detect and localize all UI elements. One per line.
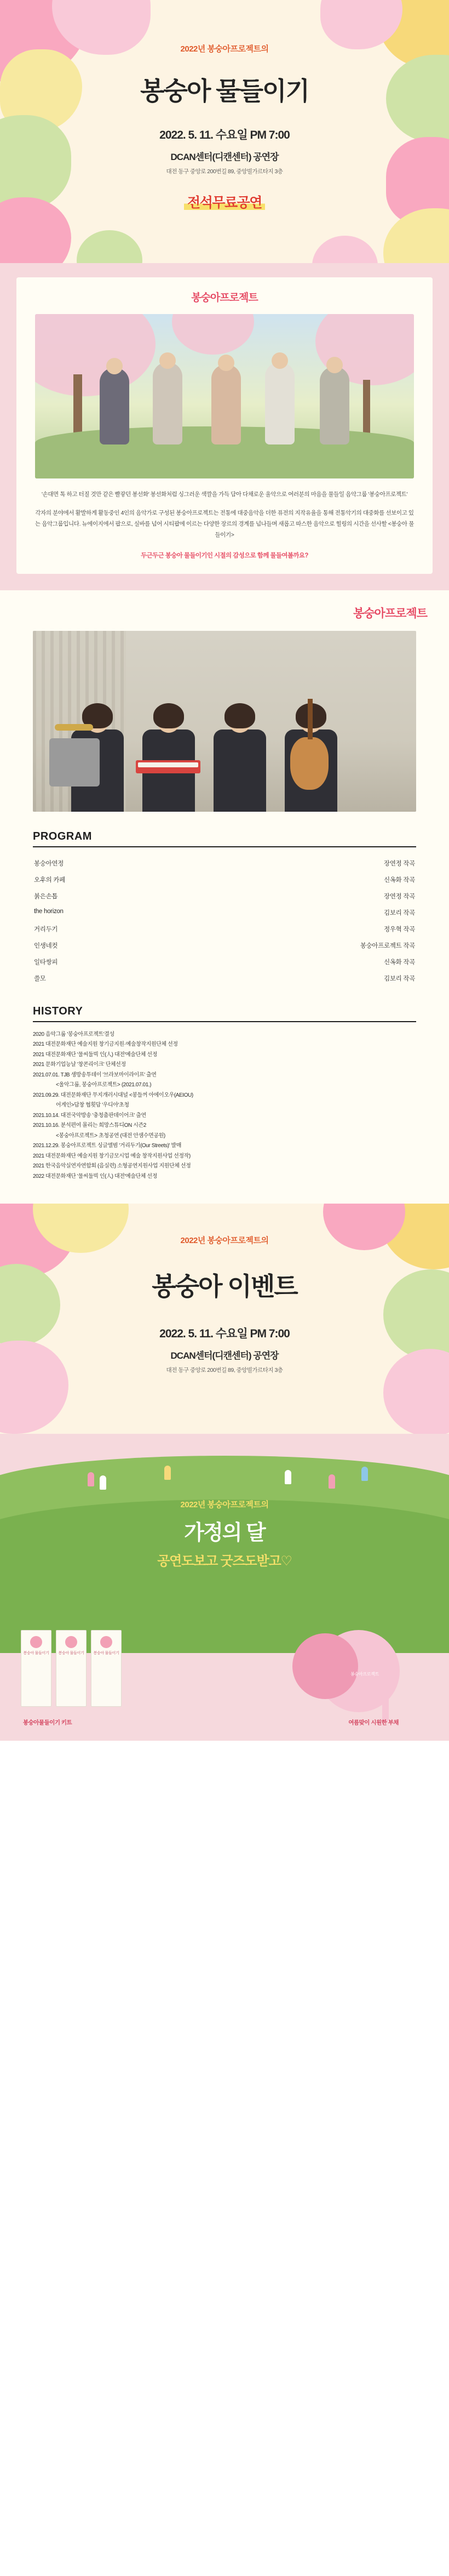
- guitar-icon: [290, 737, 329, 790]
- program-title: 일타쌍피: [34, 959, 58, 966]
- kit-label: 봉숭아 물들이기: [23, 1651, 49, 1656]
- free-admission-badge: 전석무료공연: [184, 192, 265, 212]
- table-row: [33, 855, 416, 871]
- event-content: [0, 1204, 449, 1374]
- intro-quote: 두근두근 봉숭아 물들이기인 시절의 감성으로 함께 물들여볼까요?: [141, 552, 308, 559]
- blossom-tree-icon: [172, 314, 254, 355]
- person-figure: [100, 368, 129, 444]
- program-title: the horizon: [34, 908, 64, 915]
- gift-section: [0, 1434, 449, 1741]
- flower-icon: [100, 1636, 112, 1648]
- intro-section: [0, 263, 449, 590]
- person-figure: [265, 362, 295, 444]
- page-title: 봉숭아 물들이기: [140, 76, 309, 105]
- person-head-icon: [218, 355, 234, 371]
- history-block: [33, 1005, 416, 1182]
- event-date: 2022. 5. 11. 수요일 PM 7:00: [159, 1327, 290, 1341]
- gift-kit-image: [16, 1630, 131, 1712]
- program-title: 거리두기: [34, 926, 58, 933]
- hair-icon: [225, 703, 255, 728]
- gift-fan-image: [285, 1625, 411, 1718]
- list-item: 2021.10.14. 대전국악방송 '충청춤판데이어크' 출연: [33, 1112, 146, 1119]
- program-credit: 장연정 작곡: [384, 860, 415, 867]
- hero-kicker: 2022년 봉숭아프로젝트의: [180, 44, 269, 54]
- person-figure: [153, 362, 182, 444]
- section-title: 봉숭아프로젝트: [353, 607, 427, 620]
- hero-venue: DCAN센터(디캔센터) 공연장: [170, 151, 279, 162]
- list-item: 2021 대전문화재단 예술지원 창기금모시업 예술 창작지원사업 선정작): [33, 1153, 191, 1159]
- list-item: 2021.09.29. 대전문화재단 무지개러시대널 <봉들꺼 아에이오우(AEIOU): [33, 1092, 193, 1098]
- program-credit: 정우혁 작곡: [384, 926, 415, 933]
- gift-caption-right: 여름맞이 시원한 부채: [348, 1719, 399, 1726]
- list-item: 2021.07.01. TJB 생방송투데이 '브라보마이라이프' 출연: [33, 1072, 157, 1078]
- keyboard-icon: [136, 760, 200, 773]
- intro-body: [35, 489, 414, 541]
- table-row: [33, 954, 416, 970]
- person-head-icon: [272, 352, 288, 369]
- hero-section: [0, 0, 449, 263]
- gift-title: 가정의 달: [184, 1521, 265, 1545]
- gift-kicker: 2022년 봉숭아프로젝트의: [180, 1500, 269, 1510]
- intro-card: [16, 277, 433, 574]
- person-body-icon: [214, 730, 266, 812]
- person-figure: [320, 367, 349, 444]
- person-head-icon: [228, 706, 252, 733]
- list-item: 2021 한국음악실연자연합회 (음실련) 소형공연지원사업 지원단체 선정: [33, 1163, 191, 1170]
- event-title: 봉숭아 이벤트: [152, 1272, 297, 1301]
- gift-subtitle: 공연도보고 굿즈도받고♡: [157, 1554, 292, 1569]
- table-row: [33, 871, 416, 888]
- intro-title: 봉숭아프로젝트: [191, 292, 258, 304]
- band-member: [214, 706, 266, 812]
- band-member: [142, 706, 195, 812]
- program-credit: 김보리 작곡: [384, 909, 415, 916]
- event-section: [0, 1204, 449, 1434]
- flower-icon: [65, 1636, 77, 1648]
- event-address: 대전 동구 중앙로 200번길 89, 중앙빌가르타지 3층: [166, 1367, 283, 1374]
- kit-package: [21, 1630, 51, 1707]
- decorative-blob-icon: [383, 208, 449, 263]
- table-row: [33, 921, 416, 937]
- kit-label: 봉숭아 물들이기: [93, 1651, 119, 1656]
- person-head-icon: [106, 358, 123, 374]
- list-item: <울악그룹, 봉숭아프로젝트> (2021.07.01.): [56, 1082, 152, 1088]
- list-item: 2021 대전문화재단 예술지원 창기금지원·예술창작지원단체 선정: [33, 1041, 178, 1048]
- program-credit: 봉숭아프로젝트 작곡: [360, 942, 415, 949]
- program-section: [0, 590, 449, 1204]
- blossom-tree-icon: [35, 314, 156, 396]
- band-studio-photo: [33, 631, 416, 812]
- list-item: 2021.10.16. 분석편여 몰리는 희망스튜디ON 시즌2: [33, 1122, 146, 1129]
- table-row: [33, 904, 416, 921]
- hero-address: 대전 동구 중앙로 200번길 89, 중앙빌가르타지 3층: [166, 168, 283, 175]
- flower-icon: [30, 1636, 42, 1648]
- list-item: <봉숭아프로젝트> 초청공연 (대전 안샘수면공원): [56, 1132, 165, 1139]
- program-block: [33, 830, 416, 987]
- program-credit: 신옥화 작곡: [384, 876, 415, 884]
- program-heading: PROGRAM: [33, 830, 416, 847]
- program-credit: 장연정 작곡: [384, 893, 415, 900]
- program-title: 쓸모: [34, 975, 46, 982]
- person-head-icon: [157, 706, 181, 733]
- person-head-icon: [159, 352, 176, 369]
- gift-caption-left: 봉숭아물들이기 키트: [23, 1719, 72, 1726]
- program-credit: 신옥화 작곡: [384, 959, 415, 966]
- intro-paragraph: 각자의 분야에서 활발하게 활동중인 4인의 음악가로 구성된 봉숭아프로젝트는 전통에 대중음악을 더한 퓨전의 지작유율을 통해 전통악기의 대중화를 선보이고 있는 음악그룹입니다. 뉴에이지에서 팝으로, 실바를 넘어 시티팝에 이르는 다양한 장르의 경계를 넘나들며 새롭고 따스한 음악으로 힐링의 시간을 선사할 <봉숭아 물들이기>: [35, 509, 414, 538]
- drum-icon: [49, 738, 100, 787]
- hero-date: 2022. 5. 11. 수요일 PM 7:00: [159, 128, 290, 141]
- decorative-blob-icon: [312, 236, 378, 263]
- program-credit: 김보리 작곡: [384, 975, 415, 982]
- person-figure: [211, 364, 241, 444]
- history-heading: HISTORY: [33, 1005, 416, 1022]
- table-row: [33, 970, 416, 987]
- list-item: 2021.12.29. 봉숭아프로젝트 싱글앨범 '거리두기(Our Streets)' 발매: [33, 1143, 181, 1149]
- group-outdoor-photo: [35, 314, 414, 478]
- event-kicker: 2022년 봉숭아프로젝트의: [180, 1236, 269, 1246]
- kit-label: 봉숭아 물들이기: [58, 1651, 84, 1656]
- list-item: 2022 대전문화재단 '물씨둘빅 인(人) 대전'예술단체 선정: [33, 1173, 157, 1179]
- program-title: 인생네컷: [34, 942, 58, 949]
- kit-package: [91, 1630, 122, 1707]
- list-item: 2020 음악그룹 '봉숭아프로젝트'결성: [33, 1031, 114, 1038]
- list-item: 2021 대전문화재단 '물씨둘빅 인(人) 대전'예술단체 선정: [33, 1051, 157, 1058]
- table-row: [33, 937, 416, 954]
- person-head-icon: [326, 357, 343, 373]
- hair-icon: [153, 703, 184, 728]
- kit-package: [56, 1630, 87, 1707]
- list-item: 어게인>답창 협횟답 '우디아'초청: [56, 1102, 129, 1109]
- program-title: 붉은손톱: [34, 893, 58, 900]
- list-item: 2021 문화기업능날 '창콘리이크' 단체선정: [33, 1062, 126, 1068]
- program-title: 봉숭아연정: [34, 860, 64, 867]
- intro-paragraph: '손대면 톡 하고 터질 것만 같은 빨갛던 봉선화' 봉선화처럼 싱그러운 색깔을 가득 담아 다채로운 울악으로 여러분의 마음을 물들일 음악그룹 '봉숭아프로젝트': [41, 491, 408, 498]
- decorative-blob-icon: [77, 230, 142, 263]
- event-venue: DCAN센터(디캔센터) 공연장: [170, 1350, 279, 1361]
- fan-icon: [292, 1633, 358, 1699]
- hero-content: [0, 0, 449, 212]
- table-row: [33, 888, 416, 904]
- program-title: 오후의 카페: [34, 876, 65, 884]
- fan-label: 봉숭아프로젝트: [350, 1672, 379, 1677]
